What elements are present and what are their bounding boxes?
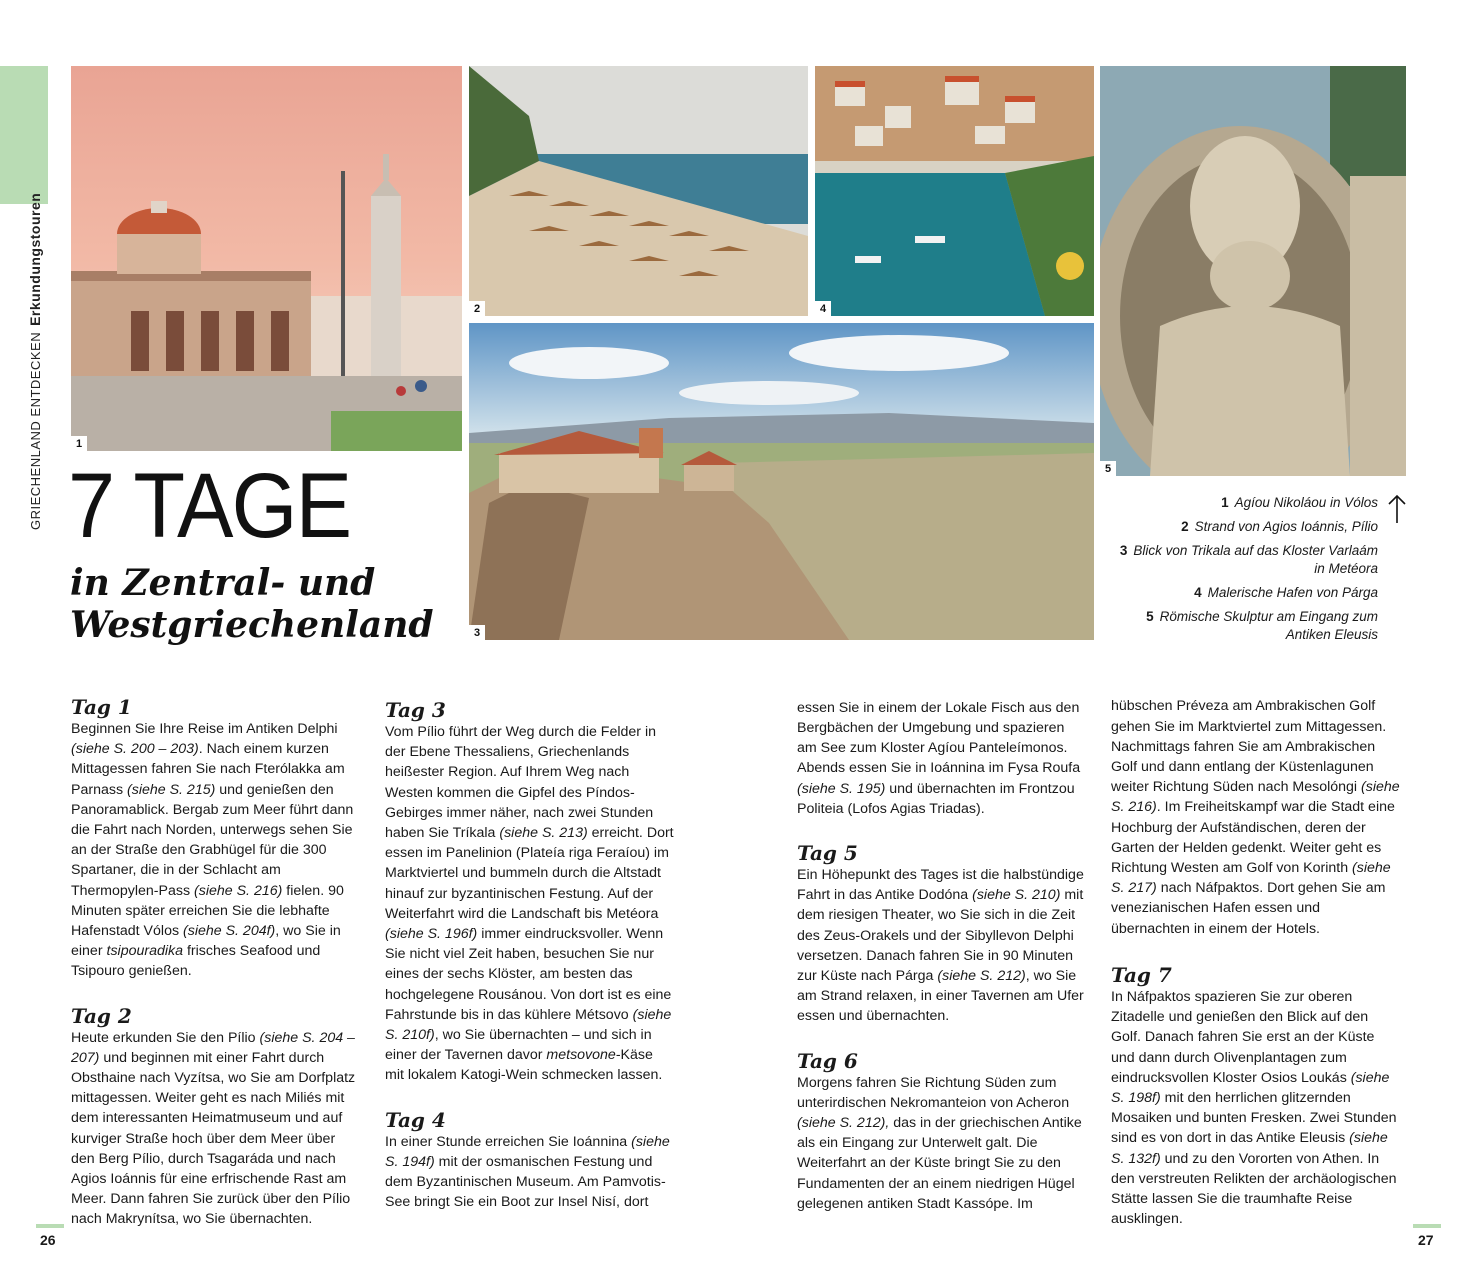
- day-heading: Tag 4: [385, 1107, 446, 1132]
- day-heading: Tag 5: [797, 841, 858, 865]
- page-marker-right: [1413, 1224, 1441, 1228]
- day-heading: Tag 6: [797, 1048, 858, 1073]
- day-6-text: Morgens fahren Sie Richtung Süden zum unterirdischen Nekromanteion von Acheron (siehe S. 212), das in der griechischen Antike als ein Eingang zur Unterwelt galt. Die Weiterfahrt an der Küste bringt Sie zu den Fundamenten der an einem niedrigen Hügel gelegenen antiken Stadt Kassópe. Im: [797, 1074, 1082, 1212]
- page-number-right: 27: [1418, 1232, 1434, 1248]
- text-column-2: [385, 698, 675, 1234]
- text-column-4: [1111, 697, 1401, 1251]
- photo-3-meteora-monastery: [469, 323, 1094, 640]
- page-number-left: 26: [40, 1232, 56, 1248]
- page-subtitle: in Zentral- und Westgriechenland: [70, 562, 434, 646]
- day-3-text: Vom Pílio führt der Weg durch die Felder in der Ebene Thessaliens, Griechenlands heißester Region. Auf Ihrem Weg nach Westen kommen die Gipfel des Píndos-Gebirges immer näher, nach zwei Stunden haben Sie Tríkala (siehe S. 213) erreicht. Dort essen im Panelinion (Plateía riga Feraíou) im Marktviertel und bummeln durch die Altstadt hinauf zur byzantinischen Festung. Auf der Weiterfahrt wird die Landschaft bis Metéora (siehe S. 196f) immer eindrucksvoller. Wenn Sie nicht viel Zeit haben, besuchen Sie nur eines der sechs Klöster, am besten das hochgelegene Rousánou. Von dort ist es eine Fahrstunde bis in das kühlere Métsovo (siehe S. 210f), wo Sie übernachten – und sich in einer der Tavernen davor metsovone-Käse mit lokalem Katogi-Wein schmecken lassen.: [385, 724, 674, 1084]
- photo-4-parga-harbour: [815, 66, 1094, 316]
- arrow-up-icon: [1388, 494, 1406, 524]
- section-label: Erkundungstouren: [27, 192, 43, 326]
- day-heading: Tag 7: [1111, 963, 1172, 987]
- caption-2: 2 Strand von Agios Ioánnis, Pílio: [1181, 519, 1378, 534]
- photo-number: 5: [1100, 461, 1116, 476]
- day-2-text: Heute erkunden Sie den Pílio (siehe S. 204 – 207) und beginnen mit einer Fahrt durch Obsthaine nach Vyzítsa, wo Sie am Dorfplatz mittagessen. Weiter geht es nach Miliés mit dem interessanten Heimatmuseum und auf kurviger Straße hoch über dem Meer über den Berg Pílio, durch Tsagaráda und nach Agios Ioánnis für eine erfrischende Rast am Meer. Dann fahren Sie zurück über den Pílio nach Makrynítsa, wo Sie übernachten.: [71, 1029, 356, 1228]
- photo-number: 4: [815, 301, 831, 316]
- page-title: 7 TAGE: [68, 455, 351, 557]
- page-marker-left: [36, 1224, 64, 1228]
- day-heading: Tag 3: [385, 698, 446, 722]
- text-column-1: [71, 695, 361, 1252]
- photo-number: 2: [469, 301, 485, 316]
- day-1-text: Beginnen Sie Ihre Reise im Antiken Delphi (siehe S. 200 – 203). Nach einem kurzen Mittagessen fahren Sie nach Fterólakka am Parnass (siehe S. 215) und genießen den Panoramablick. Bergab zum Meer führt dann die Fahrt nach Norden, unterwegs sehen Sie an der Straße den Grabhügel für die 300 Spartaner, die in der Schlacht am Thermopylen-Pass (siehe S. 216) fielen. 90 Minuten später erreichen Sie die lebhafte Hafenstadt Vólos (siehe S. 204f), wo Sie in einer tsipouradika frisches Seafood und Tsipouro genießen.: [71, 721, 354, 980]
- section-tab: [0, 66, 48, 204]
- photo-2-beach-pilio: [469, 66, 808, 316]
- caption-3: 3 Blick von Trikala auf das Kloster Varlaám in Metéora: [1119, 543, 1378, 576]
- caption-5: 5 Römische Skulptur am Eingang zum Antiken Eleusis: [1146, 609, 1378, 642]
- text-column-3: [797, 697, 1087, 1237]
- photo-1-church-volos: [71, 66, 462, 451]
- series-label: GRIECHENLAND ENTDECKEN: [28, 331, 43, 530]
- photo-5-roman-sculpture: [1100, 66, 1406, 476]
- day-6-text-continued: hübschen Préveza am Ambrakischen Golf gehen Sie im Marktviertel zum Mittagessen. Nachmittags fahren Sie am Ambrakischen Golf und dann entlang der Küstenlagunen weiter Richtung Süden nach Mesolóngi (siehe S. 216). Im Freiheitskampf war die Stadt eine Hochburg der Aufständischen, deren der Garten der Helden gedenkt. Weiter geht es Richtung Westen am Golf von Korinth (siehe S. 217) nach Náfpaktos. Dort gehen Sie am venezianischen Hafen essen und übernachten in einem der Hotels.: [1111, 698, 1400, 937]
- photo-captions: [1110, 494, 1378, 650]
- day-heading: Tag 2: [71, 1003, 132, 1028]
- photo-number: 1: [71, 436, 87, 451]
- day-5-text: Ein Höhepunkt des Tages ist die halbstündige Fahrt in das Antike Dodóna (siehe S. 210) mit dem riesigen Theater, wo Sie sich in die Zeit des Zeus-Orakels und der Sibyllevon Delphi versetzen. Danach fahren Sie in 90 Minuten zur Küste nach Párga (siehe S. 212), wo Sie am Strand relaxen, in einer Tavernen am Ufer essen und übernachten.: [797, 867, 1084, 1025]
- sidebar-label: [27, 193, 43, 530]
- day-heading: Tag 1: [71, 695, 132, 719]
- caption-1: 1 Agíou Nikoláou in Vólos: [1221, 495, 1378, 510]
- day-4-text: In einer Stunde erreichen Sie Ioánnina (siehe S. 194f) mit der osmanischen Festung und dem Byzantinischen Museum. Am Pamvotis-See bringt Sie ein Boot zur Insel Nisí, dort: [385, 1133, 670, 1211]
- caption-4: 4 Malerische Hafen von Párga: [1194, 585, 1378, 600]
- photo-number: 3: [469, 625, 485, 640]
- day-4-text-continued: essen Sie in einem der Lokale Fisch aus den Bergbächen der Umgebung und spazieren am See zum Kloster Agíou Panteleímonos. Abends essen Sie in Ioánnina im Fysa Roufa (siehe S. 195) und übernachten im Frontzou Politeia (Lofos Agias Triadas).: [797, 699, 1081, 817]
- day-7-text: In Náfpaktos spazieren Sie zur oberen Zitadelle und genießen den Blick auf den Golf. Danach fahren Sie erst an der Küste und dann durch Olivenplantagen zum eindrucksvollen Kloster Osios Loukás (siehe S. 198f) mit den herrlichen glitzernden Mosaiken und bunten Fresken. Zwei Stunden sind es von dort in das Antike Eleusis (siehe S. 132f) und zu den Vororten von Athen. In den verstreuten Relikten der archäologischen Stätte lassen Sie die traumhafte Reise ausklingen.: [1111, 989, 1397, 1228]
